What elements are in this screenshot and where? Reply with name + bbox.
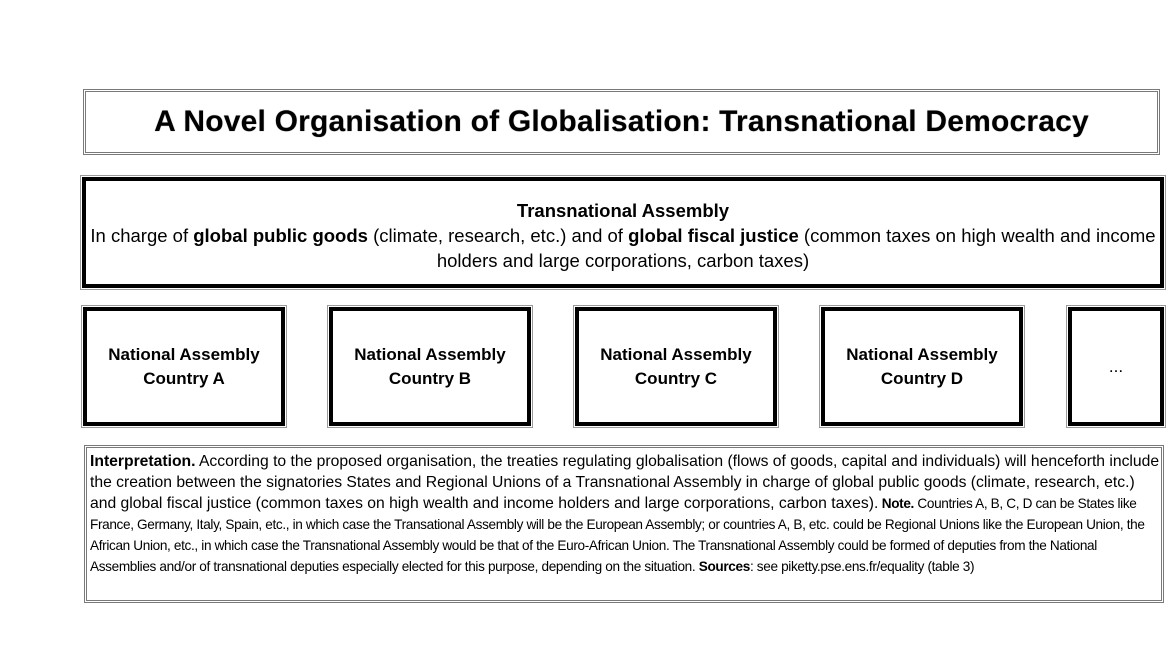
note-label: Note. — [881, 496, 914, 511]
transnational-assembly-heading: Transnational Assembly — [516, 200, 730, 221]
country-label: Country C — [634, 368, 718, 388]
note-text: Countries A, B, C, D can be States like France, Germany, Italy, Spain, etc., in which case the Transational Assembly will be the European Assembly; or countries A, B, etc. could be Regional Unions like the European Union, the African Union, etc., in which case the Transnational Assembly would be that of the Euro-African Union. The Transnational Assembly could be formed of deputies from the National Assemblies and/or of transnational deputies especially elected for this purpose, depending on the situation. — [90, 496, 1145, 574]
ellipsis-label: ... — [1108, 356, 1124, 376]
gfj-detail: (common taxes on high wealth and income holders and large corporations, carbon taxes) — [436, 225, 1156, 271]
country-label: Country D — [880, 368, 964, 388]
national-assembly-label: National Assembly — [846, 344, 998, 364]
national-assembly-country-a — [83, 307, 285, 426]
more-assemblies-box — [1068, 307, 1164, 426]
title-box — [83, 89, 1160, 155]
transnational-assembly-box — [82, 177, 1164, 288]
national-assembly-country-c — [575, 307, 777, 426]
gpg-detail: (climate, research, etc.) and of — [367, 225, 629, 246]
national-assembly-label: National Assembly — [354, 344, 506, 364]
interpretation-box — [84, 445, 1164, 603]
transnational-desc-lead: In charge of — [90, 225, 194, 246]
national-assembly-label: National Assembly — [108, 344, 260, 364]
country-label: Country B — [388, 368, 472, 388]
sources-label: Sources — [698, 559, 750, 574]
global-public-goods-term: global public goods — [193, 225, 368, 246]
global-fiscal-justice-term: global fiscal justice — [628, 225, 799, 246]
national-assembly-country-b — [329, 307, 531, 426]
interpretation-label: Interpretation. — [90, 453, 196, 470]
diagram-title: A Novel Organisation of Globalisation: Transnational Democracy — [154, 105, 1089, 138]
interpretation-text: According to the proposed organisation, the treaties regulating globalisation (flows of goods, capital and individuals) will henceforth include the creation between the signatories States and Regional Unions of a Transnational Assembly in charge of global public goods (climate, research, etc.) and global fiscal justice (common taxes on high wealth and income holders and large corporations, carbon taxes). — [90, 453, 1160, 512]
national-assembly-country-d — [821, 307, 1023, 426]
sources-text: : see piketty.pse.ens.fr/equality (table 3) — [749, 559, 975, 574]
country-label: Country A — [143, 368, 225, 388]
national-assembly-label: National Assembly — [600, 344, 752, 364]
